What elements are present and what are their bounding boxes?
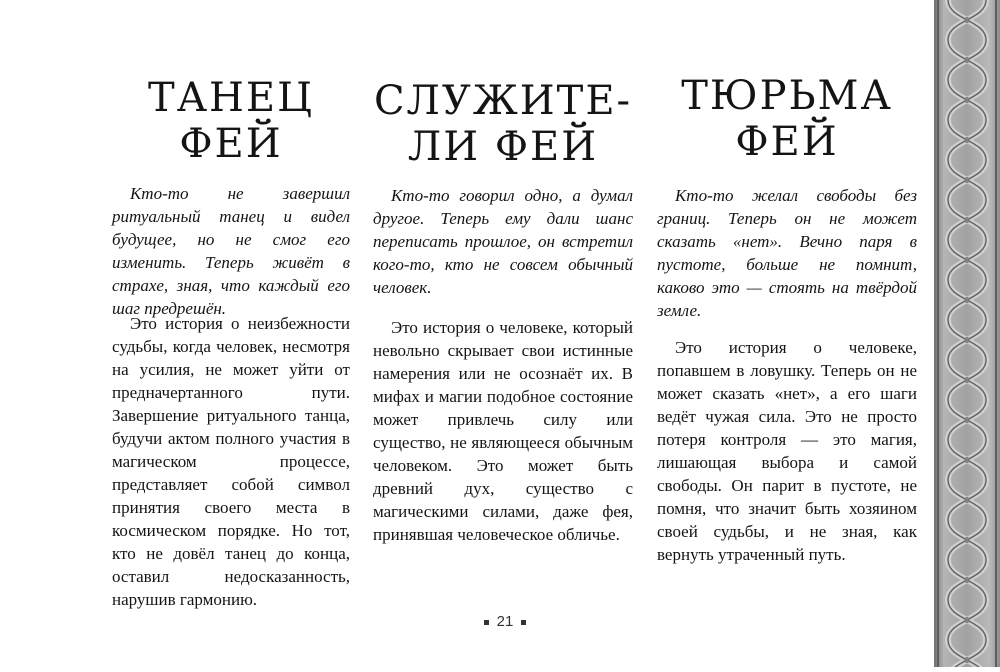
section-title xyxy=(651,73,923,165)
intro-paragraph: Кто-то не завершил ритуальный танец и видел будущее, но не смог его изменить. Теперь живёт в страхе, зная, что каждый его шаг предрешён. xyxy=(112,184,350,318)
page-number xyxy=(460,612,550,632)
intro-paragraph: Кто-то говорил одно, а думал другое. Теперь ему дали шанс переписать прошлое, он встретил кого-то, кто не совсем обычный человек. xyxy=(373,186,633,297)
title-line: ТАНЕЦ xyxy=(148,75,314,121)
title-line: ТЮРЬМА xyxy=(681,73,893,119)
bullet-square-icon xyxy=(484,620,489,625)
ornament-border xyxy=(934,0,1000,667)
celtic-knot-ornament-icon xyxy=(934,0,1000,667)
section-title xyxy=(361,78,645,170)
title-line: СЛУЖИТЕ- xyxy=(373,78,633,124)
intro-paragraph: Кто-то желал свободы без границ. Теперь он не может сказать «нет». Вечно паря в пустоте, больше не помнит, каково это — стоять на твёрдой земле. xyxy=(657,186,917,320)
body-paragraph: Это история о человеке, попавшем в ловушку. Теперь он не может сказать «нет», а его шаги ведёт чужая сила. Это не просто потеря контроля — это магия, лишающая выбора и самой свободы. Он парит в пустоте, не помня, что значит быть хозяином своей судьбы, и не зная, как вернуть утраченный путь. xyxy=(657,338,917,564)
body-paragraph: Это история о неизбежности судьбы, когда человек, несмотря на усилия, не может уйти от предначертанного пути. Завершение ритуального танца, будучи актом полного участия в магическом процессе, представляет собой символ принятия своего места в космическом порядке. Но тот, кто не довёл танец до конца, оставил недосказанность, нарушив гармонию. xyxy=(112,314,350,609)
body-paragraph: Это история о человеке, который невольно скрывает свои истинные намерения или не осознаёт их. В мифах и магии подобное состояние может привлечь силу или существо, не являющееся обычным человеком. Это может быть древний дух, существо с магическими силами, даже фея, принявшая человеческое обличье. xyxy=(373,318,633,544)
page-number-value: 21 xyxy=(496,613,514,630)
title-line: ЛИ ФЕЙ xyxy=(407,124,599,170)
title-line: ФЕЙ xyxy=(179,121,283,167)
section-title xyxy=(112,75,350,167)
title-line: ФЕЙ xyxy=(735,119,839,165)
bullet-square-icon xyxy=(521,620,526,625)
